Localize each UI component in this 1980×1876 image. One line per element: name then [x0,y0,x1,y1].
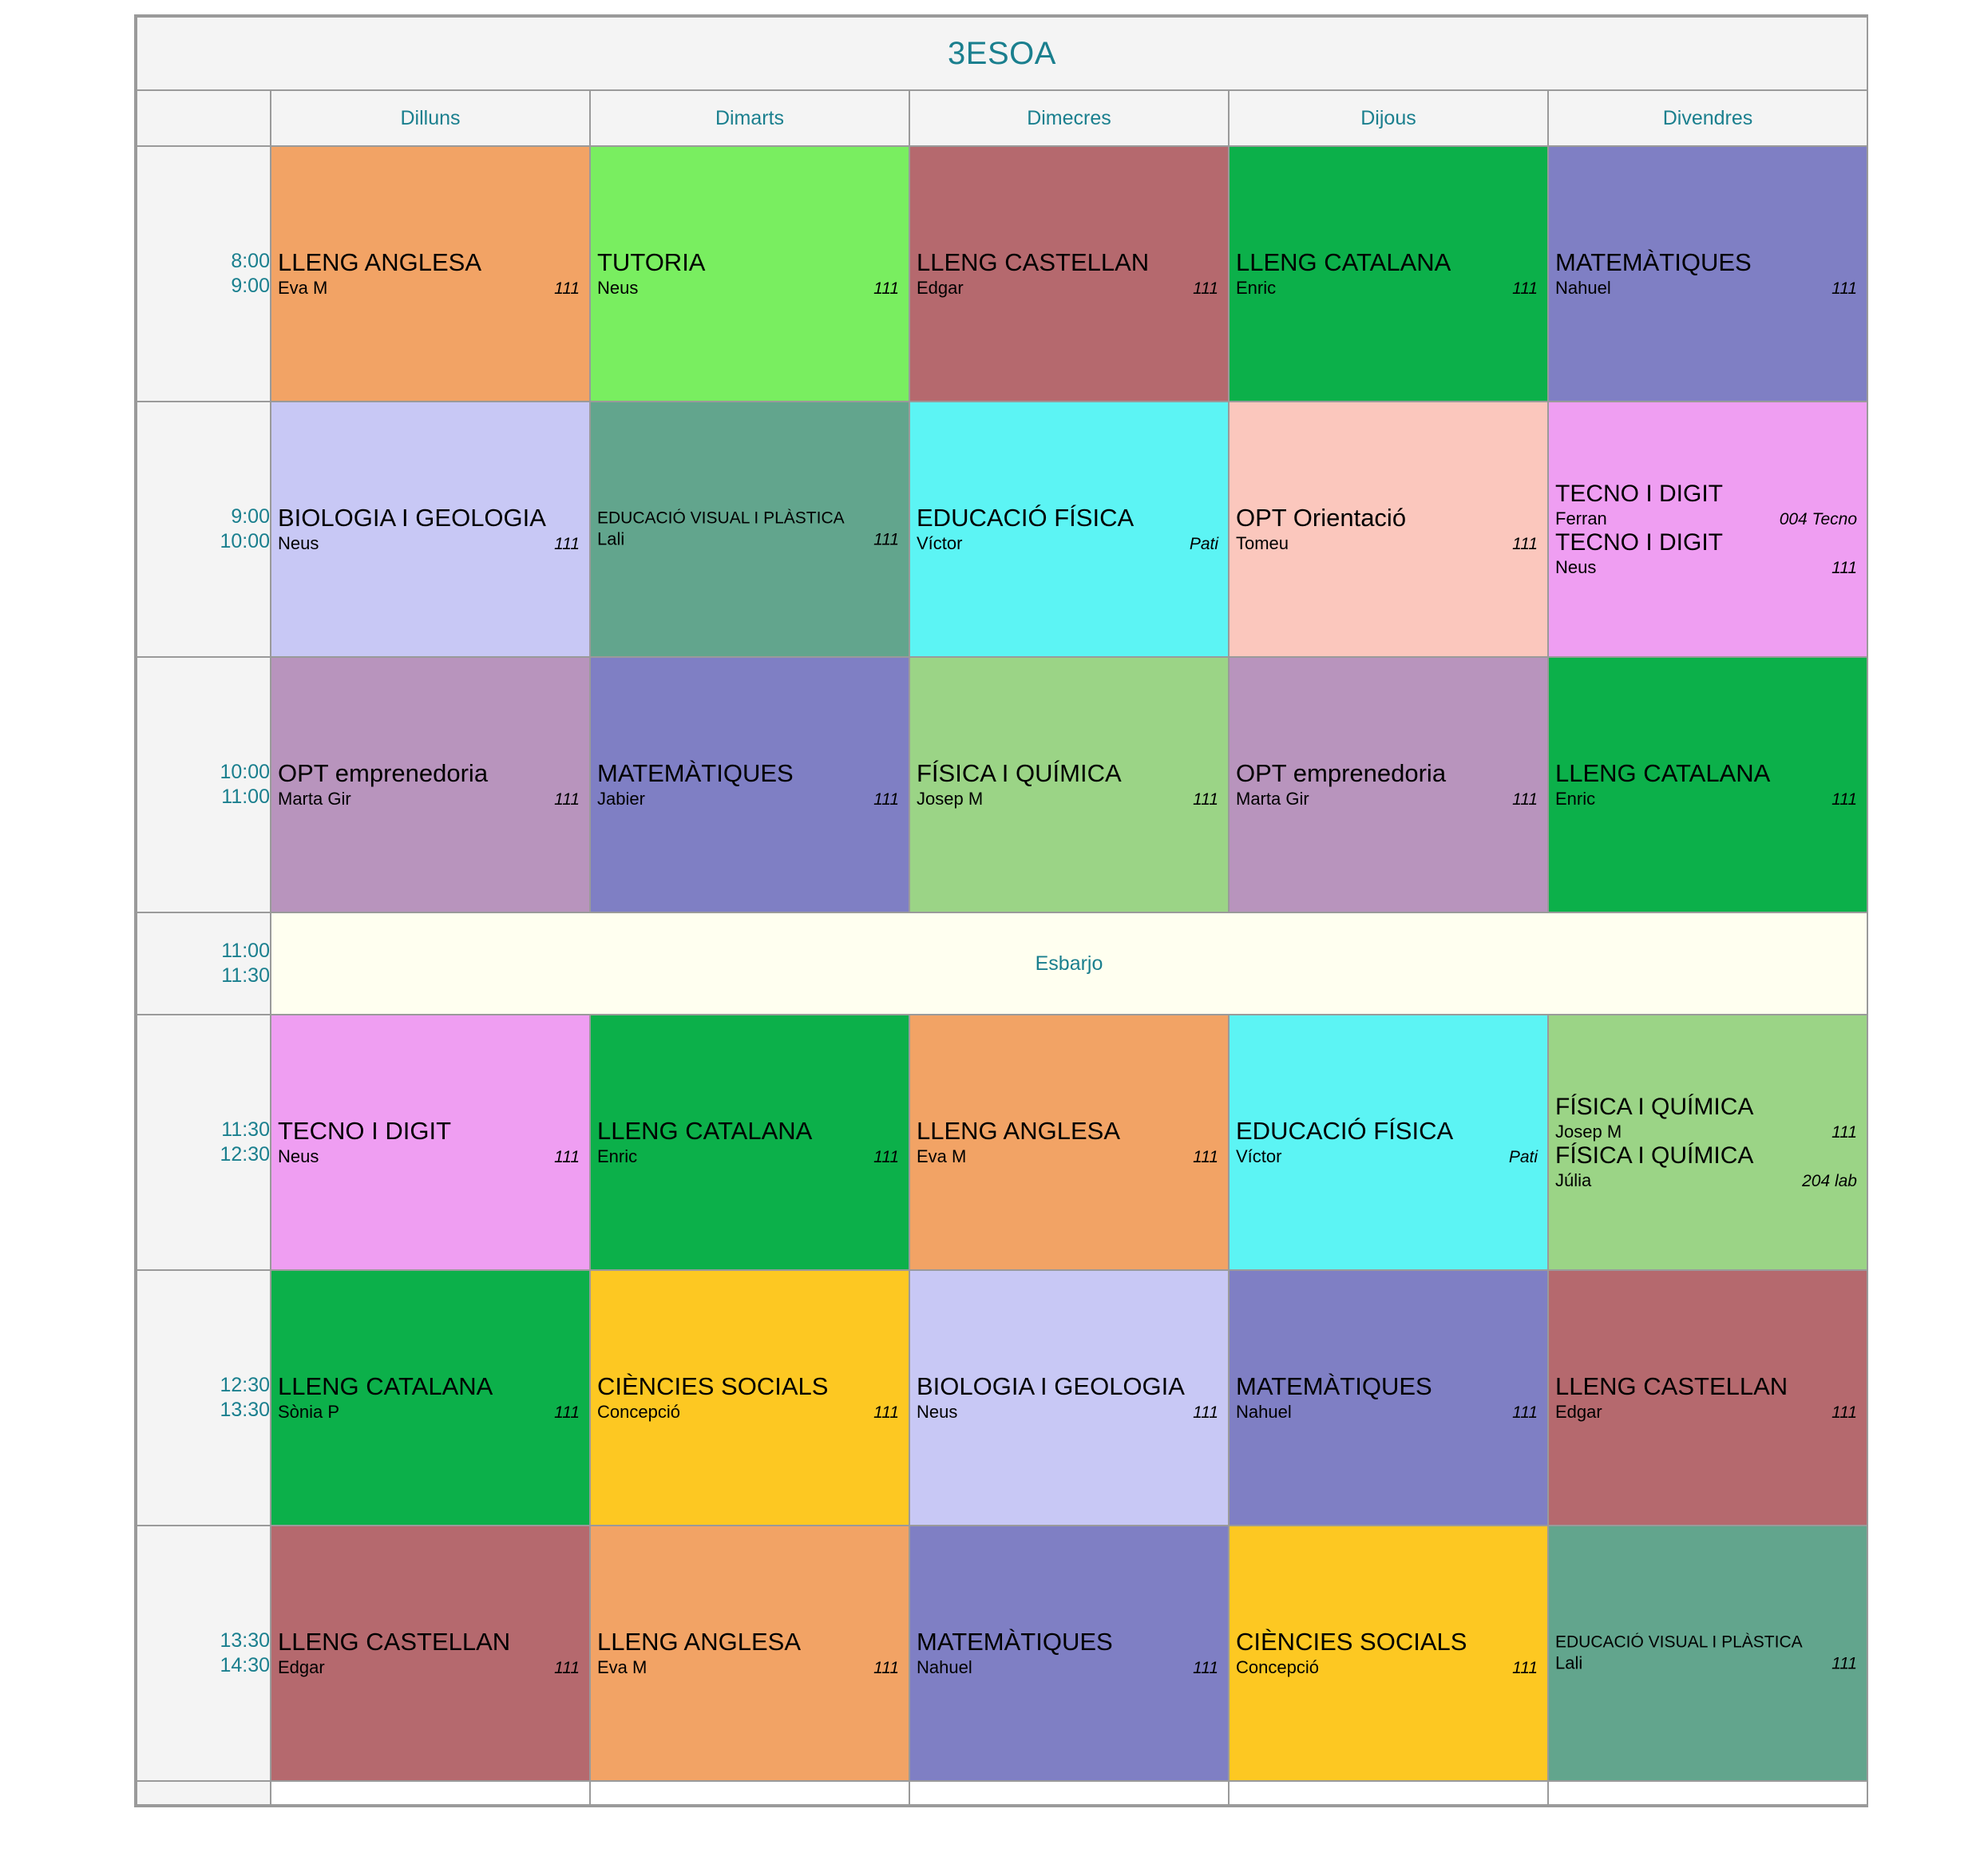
lesson-meta [597,1402,902,1423]
lesson-cell[interactable] [1548,1526,1867,1781]
lesson-subject: LLENG ANGLESA [917,1117,1121,1145]
time-end: 14:30 [220,1654,270,1676]
time-end: 12:30 [220,1143,270,1166]
lesson-teacher: Nahuel [1555,277,1611,298]
lesson-subject: OPT emprenedoria [1236,759,1447,787]
break-row [137,912,1867,1015]
trailing-cell [1229,1781,1548,1805]
lesson-teacher: Enric [597,1146,638,1166]
lesson-subject: FÍSICA I QUÍMICA [1555,1142,1754,1169]
lesson-teacher: Eva M [597,1656,647,1677]
lesson-meta [1555,1122,1860,1142]
lesson-subject: EDUCACIÓ VISUAL I PLÀSTICA [597,509,845,528]
lesson-teacher: Josep M [1555,1121,1622,1142]
lesson-content [1230,505,1547,554]
lesson-room: 111 [873,279,899,298]
lesson-teacher: Nahuel [917,1656,972,1677]
lesson-teacher: Víctor [1236,1146,1282,1166]
row-time [137,1526,271,1781]
lesson-subject: BIOLOGIA I GEOLOGIA [917,1372,1185,1400]
lesson-teacher: Neus [278,532,319,553]
trailing-cell [909,1781,1229,1805]
lesson-meta [917,1657,1222,1678]
lesson-meta [1555,278,1860,299]
lesson-content [1230,1373,1547,1423]
lesson-teacher: Enric [1555,788,1596,809]
lesson-subject: MATEMÀTIQUES [917,1628,1113,1656]
lesson-cell[interactable] [909,402,1229,657]
timetable-row [137,1270,1867,1526]
time-start: 11:30 [221,1118,270,1141]
lesson-meta [278,533,583,554]
time-start: 13:30 [220,1629,270,1652]
lesson-subject: TECNO I DIGIT [1555,529,1723,556]
lesson-subject: LLENG CATALANA [597,1117,813,1145]
lesson-meta [278,278,583,299]
lesson-room: 004 Tecno [1779,509,1857,528]
lesson-subject: LLENG CATALANA [278,1372,493,1400]
lesson-content [591,760,909,809]
time-end: 9:00 [231,275,270,297]
lesson-cell[interactable] [590,1270,909,1526]
lesson-cell[interactable] [590,146,909,402]
lesson-cell[interactable] [1548,657,1867,912]
lesson-cell[interactable] [1548,1015,1867,1270]
lesson-meta [917,1402,1222,1423]
lesson-meta [1236,278,1541,299]
timetable-row [137,657,1867,912]
lesson-room: 111 [554,1147,580,1166]
lesson-content [1549,1094,1867,1191]
lesson-cell[interactable] [1548,402,1867,657]
lesson-subject: LLENG ANGLESA [278,248,482,276]
lesson-content [1549,249,1867,299]
lesson-content [271,505,589,554]
lesson-meta [597,1146,902,1167]
lesson-meta [1236,1657,1541,1678]
lesson-cell[interactable] [590,1526,909,1781]
lesson-room: 111 [873,790,899,809]
lesson-room: 111 [554,790,580,809]
lesson-cell[interactable] [1548,1270,1867,1526]
lesson-subject: OPT Orientació [1236,504,1407,532]
lesson-room: 111 [1832,1654,1857,1673]
lesson-room: 111 [554,1403,580,1422]
lesson-subject: CIÈNCIES SOCIALS [597,1372,829,1400]
lesson-teacher: Eva M [917,1146,967,1166]
lesson-room: 111 [1193,1403,1218,1422]
lesson-content [591,249,909,299]
lesson-cell[interactable] [1548,146,1867,402]
lesson-teacher: Marta Gir [278,788,351,809]
lesson-teacher: Nahuel [1236,1401,1292,1422]
lesson-room: 111 [1832,1403,1857,1422]
row-time [137,1270,271,1526]
lesson-room: 111 [1512,1403,1538,1422]
lesson-content [1230,760,1547,809]
lesson-teacher: Edgar [1555,1401,1602,1422]
lesson-cell[interactable] [590,1015,909,1270]
lesson-cell[interactable] [909,1015,1229,1270]
lesson-content [1549,760,1867,809]
lesson-cell[interactable] [1229,1015,1548,1270]
lesson-subject: MATEMÀTIQUES [597,759,794,787]
lesson-cell[interactable] [909,657,1229,912]
lesson-cell[interactable] [590,657,909,912]
lesson-cell[interactable] [1229,1270,1548,1526]
lesson-cell[interactable] [909,146,1229,402]
lesson-cell[interactable] [1229,1526,1548,1781]
lesson-teacher: Ferran [1555,508,1607,528]
lesson-room: 111 [1832,1122,1857,1142]
lesson-meta [278,1657,583,1678]
lesson-subject: LLENG CASTELLAN [1555,1372,1788,1400]
lesson-content [1230,1629,1547,1678]
lesson-meta [597,528,902,549]
trailing-cell [590,1781,909,1805]
lesson-cell[interactable] [1229,402,1548,657]
trailing-row [137,1781,1867,1805]
timetable-row [137,402,1867,657]
lesson-meta [917,278,1222,299]
lesson-cell[interactable] [909,1526,1229,1781]
lesson-room: Pati [1508,1147,1538,1166]
lesson-content [591,1118,909,1167]
lesson-subject: MATEMÀTIQUES [1236,1372,1432,1400]
lesson-room: 111 [1512,790,1538,809]
lesson-content [910,1373,1228,1423]
lesson-content [591,1629,909,1678]
day-header-2: Dimarts [590,90,909,146]
lesson-meta [1236,789,1541,809]
lesson-cell[interactable] [271,1526,590,1781]
lesson-meta [1555,1652,1860,1673]
lesson-meta [917,789,1222,809]
lesson-room: 111 [1512,279,1538,298]
lesson-room: 111 [1193,279,1218,298]
lesson-meta [1555,1170,1860,1191]
lesson-room: 111 [1832,279,1857,298]
time-end: 13:30 [220,1399,270,1421]
lesson-content [271,1629,589,1678]
lesson-teacher: Jabier [597,788,645,809]
lesson-cell[interactable] [271,402,590,657]
time-end: 11:30 [221,964,270,987]
lesson-meta [1236,1146,1541,1167]
lesson-subject: EDUCACIÓ FÍSICA [917,504,1135,532]
lesson-teacher: Eva M [278,277,328,298]
break-label: Esbarjo [271,912,1867,1015]
lesson-subject: BIOLOGIA I GEOLOGIA [278,504,546,532]
lesson-content [1549,1633,1867,1674]
lesson-teacher: Neus [597,277,639,298]
lesson-cell[interactable] [271,1270,590,1526]
timetable-row [137,146,1867,402]
lesson-content [271,1118,589,1167]
lesson-subject: LLENG CATALANA [1555,759,1771,787]
lesson-meta [597,1657,902,1678]
lesson-meta [1555,1402,1860,1423]
lesson-subject: LLENG CASTELLAN [278,1628,511,1656]
lesson-content [591,1373,909,1423]
header-corner [137,90,271,146]
trailing-cell [271,1781,590,1805]
row-time [137,657,271,912]
lesson-room: 111 [873,1658,899,1677]
lesson-room: 111 [1832,790,1857,809]
lesson-room: 111 [1512,534,1538,553]
lesson-room: 204 lab [1802,1171,1857,1190]
lesson-content [1230,1118,1547,1167]
lesson-meta [1236,1402,1541,1423]
lesson-room: 111 [1832,558,1857,577]
lesson-meta [278,1146,583,1167]
trailing-time-cell [137,1781,271,1805]
lesson-meta [278,1402,583,1423]
lesson-meta [1555,789,1860,809]
day-header-4: Dijous [1229,90,1548,146]
row-time [137,146,271,402]
lesson-teacher: Edgar [278,1656,325,1677]
lesson-cell[interactable] [1229,657,1548,912]
time-start: 12:30 [220,1373,270,1396]
time-end: 10:00 [220,530,270,552]
lesson-meta [917,1146,1222,1167]
lesson-subject: TECNO I DIGIT [1555,481,1723,508]
lesson-meta [1236,533,1541,554]
lesson-teacher: Concepció [597,1401,680,1422]
lesson-content [910,249,1228,299]
lesson-teacher: Concepció [1236,1656,1319,1677]
row-time [137,402,271,657]
day-header-row [137,90,1867,146]
title-row [137,17,1867,90]
lesson-teacher: Lali [1555,1652,1583,1673]
lesson-room: 111 [554,1658,580,1677]
lesson-teacher: Sònia P [278,1401,340,1422]
lesson-content [910,760,1228,809]
time-start: 8:00 [231,249,270,272]
lesson-room: 111 [1193,1147,1218,1166]
lesson-teacher: Víctor [917,532,963,553]
lesson-room: 111 [873,1147,899,1166]
lesson-subject: MATEMÀTIQUES [1555,248,1752,276]
lesson-meta [278,789,583,809]
lesson-subject: FÍSICA I QUÍMICA [917,759,1122,787]
lesson-cell[interactable] [1229,146,1548,402]
lesson-content [591,509,909,550]
page-title: 3ESOA [137,17,1867,90]
lesson-teacher: Josep M [917,788,984,809]
lesson-subject: LLENG CATALANA [1236,248,1451,276]
lesson-teacher: Neus [278,1146,319,1166]
time-start: 11:00 [221,939,270,962]
lesson-meta [597,789,902,809]
lesson-teacher: Tomeu [1236,532,1289,553]
time-start: 9:00 [231,505,270,528]
lesson-room: 111 [873,530,899,549]
lesson-room: 111 [1512,1658,1538,1677]
lesson-content [1549,1373,1867,1423]
timetable-row [137,1015,1867,1270]
row-time [137,1015,271,1270]
timetable [136,16,1868,1806]
lesson-subject: TUTORIA [597,248,706,276]
trailing-cell [1548,1781,1867,1805]
lesson-subject: LLENG CASTELLAN [917,248,1150,276]
lesson-room: Pati [1189,534,1218,553]
lesson-teacher: Marta Gir [1236,788,1309,809]
lesson-room: 111 [873,1403,899,1422]
lesson-teacher: Neus [917,1401,958,1422]
timetable-row [137,1526,1867,1781]
lesson-cell[interactable] [909,1270,1229,1526]
lesson-teacher: Lali [597,528,625,549]
lesson-cell[interactable] [590,402,909,657]
lesson-content [910,1118,1228,1167]
lesson-cell[interactable] [271,146,590,402]
lesson-room: 111 [554,534,580,553]
lesson-room: 111 [1193,790,1218,809]
lesson-content [271,1373,589,1423]
lesson-subject: OPT emprenedoria [278,759,489,787]
day-header-3: Dimecres [909,90,1229,146]
lesson-content [271,249,589,299]
lesson-teacher: Enric [1236,277,1277,298]
lesson-meta [1555,509,1860,529]
lesson-meta [917,533,1222,554]
time-end: 11:00 [221,786,270,808]
lesson-cell[interactable] [271,1015,590,1270]
lesson-subject: EDUCACIÓ FÍSICA [1236,1117,1454,1145]
lesson-teacher: Neus [1555,556,1597,577]
lesson-room: 111 [554,279,580,298]
lesson-subject: LLENG ANGLESA [597,1628,802,1656]
break-time [137,912,271,1015]
lesson-meta [597,278,902,299]
lesson-room: 111 [1193,1658,1218,1677]
lesson-content [910,1629,1228,1678]
time-start: 10:00 [220,760,270,783]
lesson-teacher: Edgar [917,277,964,298]
day-header-5: Divendres [1548,90,1867,146]
lesson-content [910,505,1228,554]
lesson-subject: CIÈNCIES SOCIALS [1236,1628,1467,1656]
lesson-subject: FÍSICA I QUÍMICA [1555,1094,1754,1121]
timetable-sheet [134,14,1868,1807]
lesson-subject: TECNO I DIGIT [278,1117,451,1145]
lesson-content [1230,249,1547,299]
lesson-subject: EDUCACIÓ VISUAL I PLÀSTICA [1555,1633,1803,1652]
day-header-1: Dilluns [271,90,590,146]
lesson-content [1549,481,1867,578]
lesson-meta [1555,557,1860,578]
lesson-teacher: Júlia [1555,1170,1592,1190]
lesson-cell[interactable] [271,657,590,912]
lesson-content [271,760,589,809]
